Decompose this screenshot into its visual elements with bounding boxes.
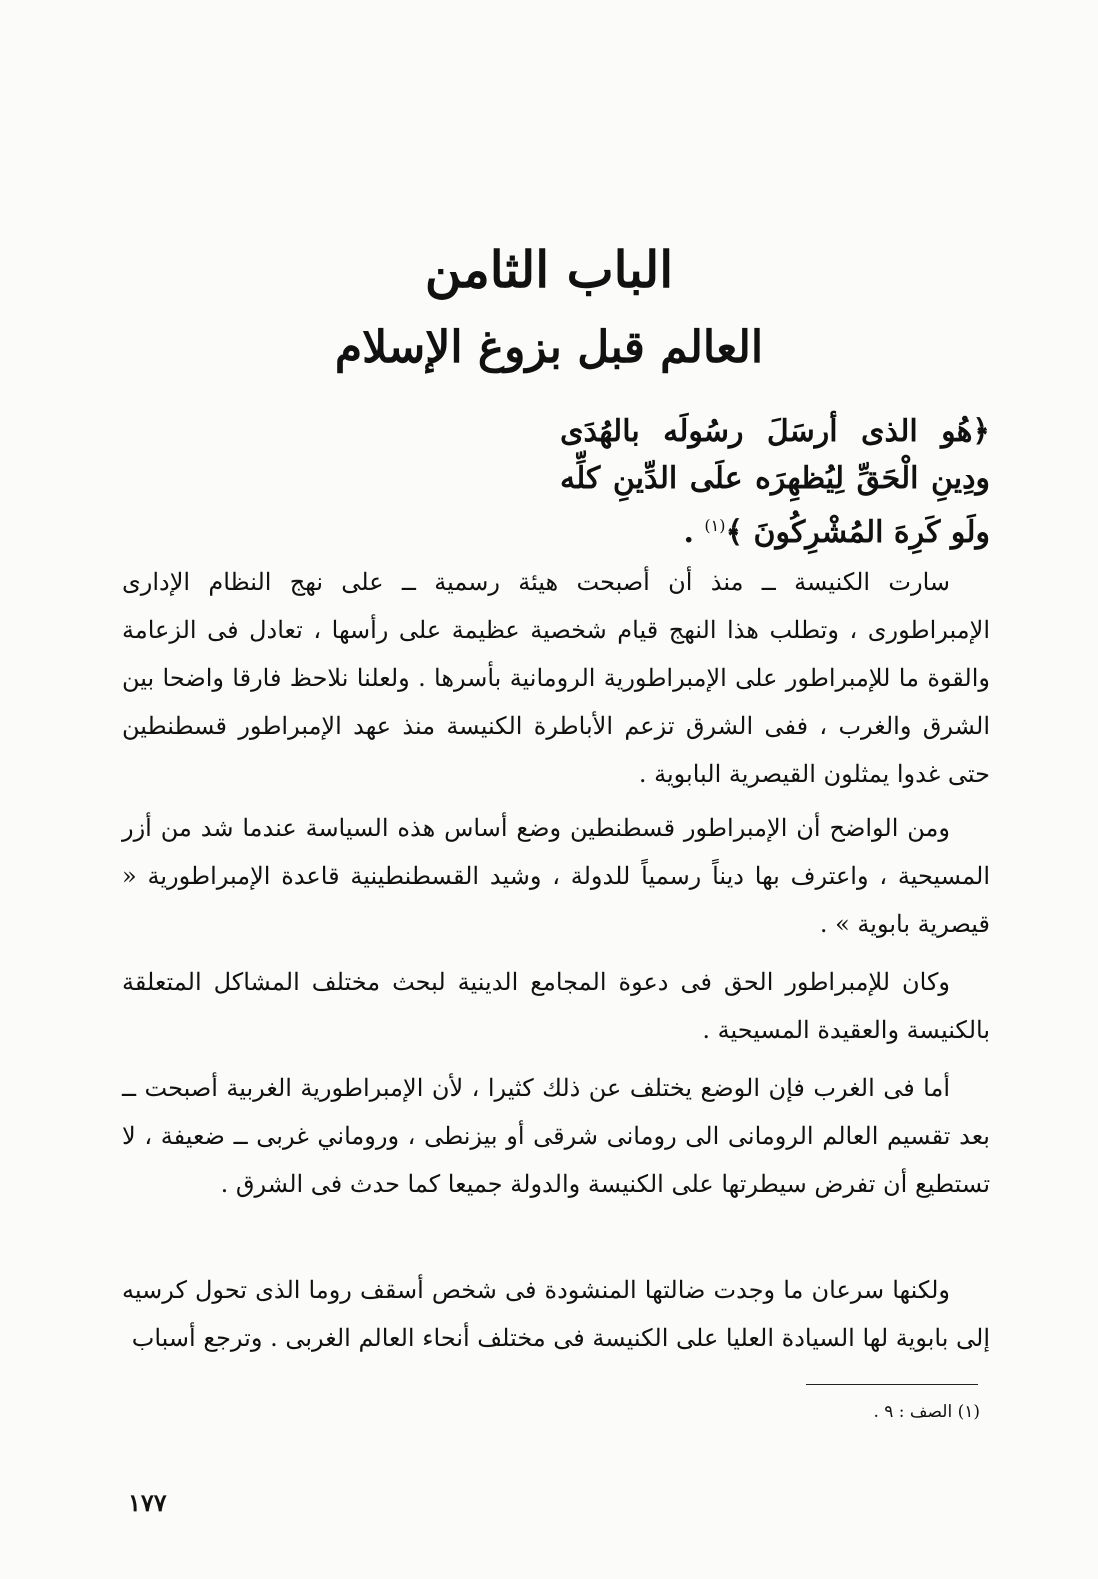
paragraph-1: سارت الكنيسة ــ منذ أن أصبحت هيئة رسمية ــ على نهج النظام الإدارى الإمبراطورى ، وتطلب هذا النهج قيام شخصية عظيمة على رأسها ، تعادل فى الزعامة والقوة ما للإمبراطور على الإمبراطورية الرومانية بأسرها . ولعلنا نلاحظ فارقا واضحا بين الشرق والغرب ، ففى الشرق تزعم الأباطرة الكنيسة منذ عهد الإمبراطور قسطنطين حتى غدوا يمثلون القيصرية البابوية . bbox=[122, 568, 991, 788]
chapter-title: الباب الثامن bbox=[424, 240, 674, 299]
verse-end: . bbox=[683, 515, 705, 550]
quran-verse-text: ﴿هُو الذى أرسَلَ رسُولَه بالهُدَى ودِينِ الْحَقِّ لِيُظهِرَه علَى الدِّينِ كلِّه ولَو كَرِهَ المُشْرِكُونَ ﴾ bbox=[560, 414, 990, 550]
paragraph-4: أما فى الغرب فإن الوضع يختلف عن ذلك كثيرا ، لأن الإمبراطورية الغربية أصبحت ــ بعد تقسيم العالم الرومانى الى رومانى شرقى أو بيزنطى ، وروماني غربى ــ ضعيفة ، لا تستطيع أن تفرض سيطرتها على الكنيسة والدولة جميعا كما حدث فى الشرق . bbox=[122, 1074, 990, 1198]
paragraph-3: وكان للإمبراطور الحق فى دعوة المجامع الدينية لبحث مختلف المشاكل المتعلقة بالكنيسة والعقيدة المسيحية . bbox=[122, 968, 990, 1044]
quran-verse bbox=[122, 408, 990, 556]
paragraph-2: ومن الواضح أن الإمبراطور قسطنطين وضع أساس هذه السياسة عندما شد من أزر المسيحية ، واعترف بها ديناً رسمياً للدولة ، وشيد القسطنطينية قاعدة الإمبراطورية « قيصرية بابوية » . bbox=[122, 814, 990, 938]
chapter-subtitle: العالم قبل بزوغ الإسلام bbox=[334, 322, 764, 373]
paragraph-5: ولكنها سرعان ما وجدت ضالتها المنشودة فى شخص أسقف روما الذى تحول كرسيه إلى بابوية لها السيادة العليا على الكنيسة فى مختلف أنحاء العالم الغربى . وترجع أسباب bbox=[122, 1276, 990, 1352]
footnote-ref-mark: (١) bbox=[704, 516, 726, 535]
footnote: (١) الصف : ٩ . bbox=[873, 1402, 980, 1422]
footnote-divider bbox=[806, 1384, 978, 1385]
page-number: ١٧٧ bbox=[128, 1488, 167, 1517]
